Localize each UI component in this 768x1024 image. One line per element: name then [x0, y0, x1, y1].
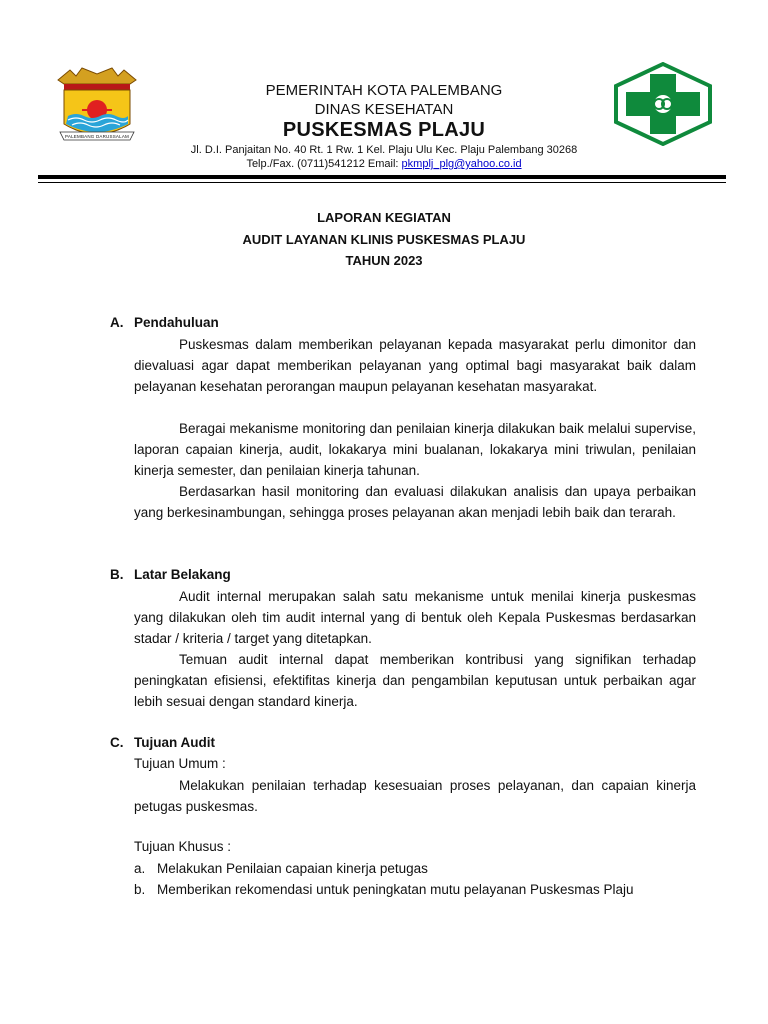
header-department: DINAS KESEHATAN: [314, 101, 454, 118]
header-divider-thin: [38, 182, 726, 183]
list-item-text: Melakukan Penilaian capaian kinerja petugas: [157, 861, 428, 876]
section-a-paragraph-1: Puskesmas dalam memberikan pelayanan kepada masyarakat perlu dimonitor dan dievaluasi agar dapat memberikan pelayanan yang optimal bagi masyarakat baik dalam pelayanan kesehatan perorangan maupun pelayanan kesehatan masyarakat.: [134, 337, 696, 394]
section-b-paragraph-2: Temuan audit internal dapat memberikan kontribusi yang signifikan terhadap peningkatan efisiensi, efektifitas kinerja dan pengambilan keputusan untuk perbaikan agar lebih sesuai dengan standard kinerja.: [134, 652, 696, 709]
section-b-letter: B.: [110, 567, 124, 582]
emblem-caption: PALEMBANG DARUSSALAM: [65, 134, 129, 139]
list-item: [134, 882, 634, 897]
section-a-heading: [110, 315, 219, 330]
report-year: TAHUN 2023: [345, 253, 423, 268]
list-item: [134, 861, 428, 876]
report-title: LAPORAN KEGIATAN: [317, 210, 451, 225]
header-divider-thick: [38, 175, 726, 179]
header-puskesmas-name: PUSKESMAS PLAJU: [282, 119, 486, 141]
section-b-paragraph-1: Audit internal merupakan salah satu mekanisme untuk menilai kinerja puskesmas yang dilakukan oleh tim audit internal yang di bentuk oleh Kepala Puskesmas berdasarkan stadar / kriteria / target yang ditetapkan.: [134, 589, 696, 646]
section-a-paragraph-3: Berdasarkan hasil monitoring dan evaluasi dilakukan analisis dan upaya perbaikan yang berkesinambungan, sehingga proses pelayanan akan menjadi lebih baik dan terarah.: [134, 484, 696, 520]
email-link[interactable]: pkmplj_plg@yahoo.co.id: [401, 158, 522, 170]
section-a-title: Pendahuluan: [134, 315, 219, 330]
puskesmas-logo-icon: [612, 62, 714, 146]
list-item-text: Memberikan rekomendasi untuk peningkatan mutu pelayanan Puskesmas Plaju: [157, 882, 634, 897]
header-telp: Telp./Fax. (0711)541212 Email:: [246, 158, 402, 170]
report-subtitle: AUDIT LAYANAN KLINIS PUSKESMAS PLAJU: [242, 232, 526, 247]
section-a-paragraph-2: Beragai mekanisme monitoring dan penilaian kinerja dilakukan baik melalui supervise, laporan capaian kinerja, audit, lokakarya mini bualanan, lokakarya mini triwulan, penilaian kinerja semester, dan penilaian kinerja tahunan.: [134, 421, 696, 478]
tujuan-umum-label: Tujuan Umum :: [134, 756, 226, 771]
list-item-letter: b.: [134, 882, 146, 897]
header-contact: [150, 158, 618, 170]
section-b-heading: [110, 567, 231, 582]
section-c-letter: C.: [110, 735, 124, 750]
tujuan-khusus-label: Tujuan Khusus :: [134, 839, 232, 854]
header-government: PEMERINTAH KOTA PALEMBANG: [265, 82, 503, 99]
section-a-letter: A.: [110, 315, 124, 330]
section-c-title: Tujuan Audit: [134, 735, 215, 750]
section-c-heading: [110, 735, 215, 750]
tujuan-umum-text: Melakukan penilaian terhadap kesesuaian proses pelayanan, dan capaian kinerja petugas puskesmas.: [134, 778, 696, 814]
header-address: Jl. D.I. Panjaitan No. 40 Rt. 1 Rw. 1 Kel. Plaju Ulu Kec. Plaju Palembang 30268: [190, 144, 578, 156]
list-item-letter: a.: [134, 861, 146, 876]
section-b-title: Latar Belakang: [134, 567, 231, 582]
